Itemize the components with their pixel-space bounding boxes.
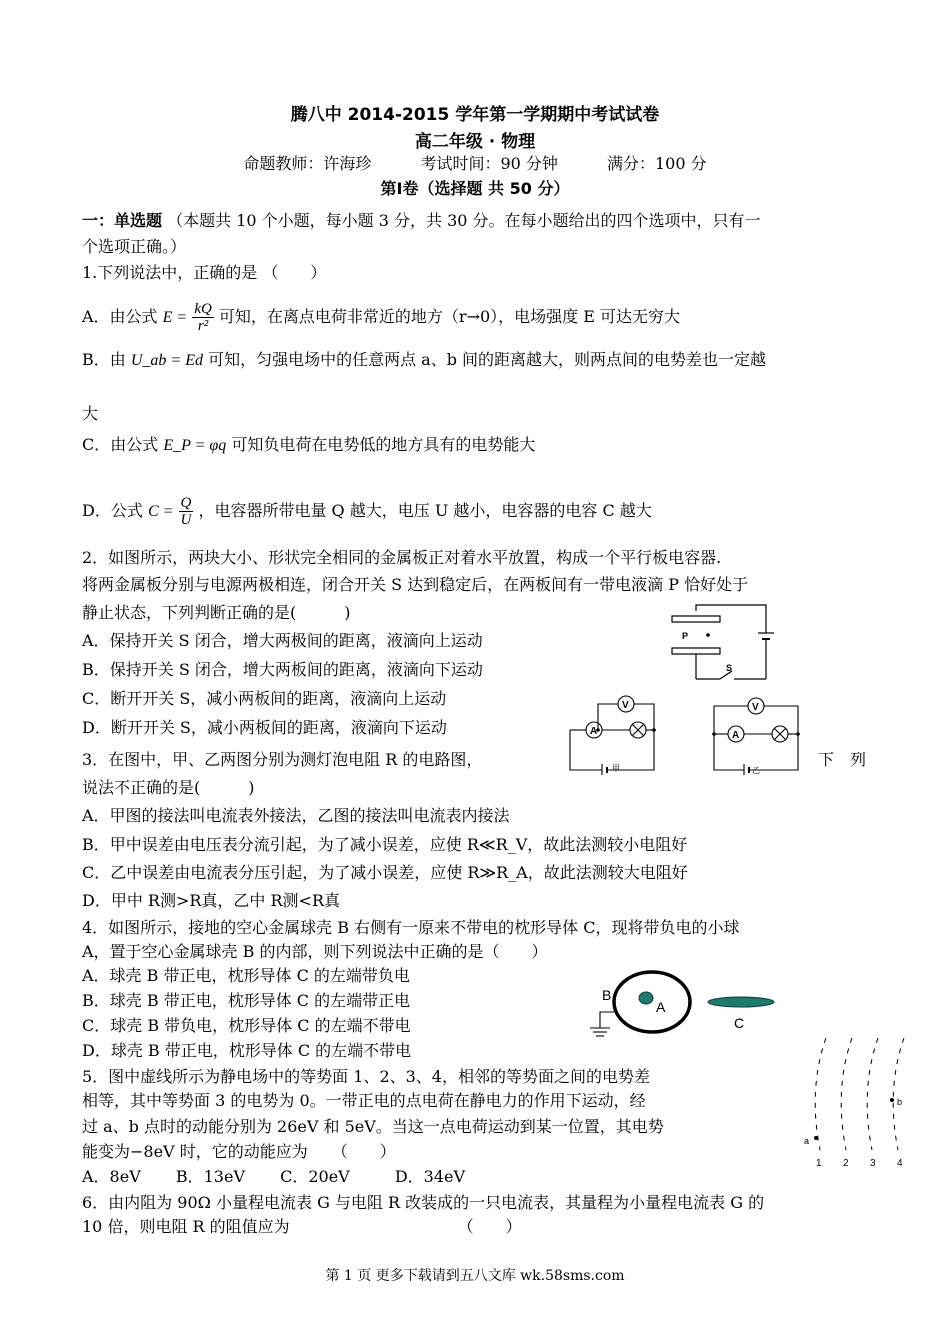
exam-meta [0, 151, 950, 174]
section-1-instructions: （本题共 10 个小题，每小题 3 分，共 30 分。在每小题给出的四个选项中，只有一 [167, 211, 761, 230]
label-s: S [726, 663, 733, 673]
q2-stem-1: 2．如图所示，两块大小、形状完全相同的金属板正对着水平放置，构成一个平行板电容器. [82, 548, 722, 567]
label-v-2: V [752, 702, 759, 713]
q4-option-b: B．球壳 B 带正电，枕形导体 C 的左端带正电 [82, 991, 411, 1010]
q1-option-c: C．由公式 E_P = φq 可知负电荷在电势低的地方具有的电势能大 [82, 435, 536, 454]
label-point-a: a [804, 1136, 810, 1146]
teacher-name: 命题教师：许海珍 [243, 154, 372, 173]
q1-option-b-cont: 大 [82, 404, 99, 423]
q2-stem-3: 静止状态，下列判断正确的是( ) [82, 603, 351, 622]
q2-option-c: C．断开开关 S，减小两板间的距离，液滴向上运动 [82, 689, 447, 708]
label-jia: 甲 [612, 764, 620, 773]
q2-stem-2: 将两金属板分别与电源两极相连，闭合开关 S 达到稳定后，在两板间有一带电液滴 P 恰好处于 [82, 575, 749, 594]
q4-option-a: A．球壳 B 带正电，枕形导体 C 的左端带负电 [82, 966, 410, 985]
spherical-shell-figure [586, 968, 786, 1053]
q2-option-d: D．断开开关 S，减小两板间的距离，液滴向下运动 [82, 718, 447, 737]
full-score: 满分：100 分 [607, 154, 707, 173]
label-yi: 乙 [752, 766, 760, 775]
q5-stem-3: 过 a、b 点时的动能分别为 26eV 和 5eV。当这一点电荷运动到某一位置，其电势 [82, 1117, 664, 1136]
q4-stem-2: A，置于空心金属球壳 B 的内部，则下列说法中正确的是（ ） [82, 942, 548, 961]
q1-option-b: B．由 U_ab = Ed 可知，匀强电场中的任意两点 a、b 间的距离越大，则两点间的电势差也一定越 [82, 350, 767, 369]
q1-d-fraction: $\frac{Q}{U}$ [180, 495, 192, 528]
q5-options [82, 1167, 465, 1187]
page-footer: 第 1 页 更多下载请到五八文库 wk.58sms.com [325, 1268, 625, 1284]
q1-option-a: A．由公式 E = $\frac{kQ}{\text{r²}}$ 可知，在离点电荷非常近的地方（r→0），电场强度 E 可达无穷大 [82, 301, 681, 334]
label-a: A [656, 999, 666, 1015]
label-p: P [682, 631, 689, 641]
q2-option-b: B．保持开关 S 闭合，增大两板间的距离，液滴向下运动 [82, 660, 483, 679]
label-a-2: A [732, 730, 740, 741]
label-point-b: b [897, 1097, 903, 1107]
q3-option-b: B．甲中误差由电压表分流引起，为了减小误差，应使 R≪R_V，故此法测较小电阻好 [82, 835, 688, 854]
section-1-title: 一：单选题 [82, 211, 163, 230]
label-b: B [602, 987, 612, 1003]
q5-stem-2: 相等，其中等势面 3 的电势为 0。一带正电的点电荷在静电力的作用下运动，经 [82, 1091, 646, 1110]
q1-stem: 1.下列说法中，正确的是 （ ） [82, 263, 327, 282]
q5-option-a: A．8eV [82, 1167, 141, 1186]
part-title: 第Ⅰ卷（选择题 共 50 分） [380, 179, 570, 198]
capacitor-circuit-figure [668, 603, 778, 685]
label-a: A [590, 726, 598, 737]
exam-duration: 考试时间：90 分钟 [420, 154, 558, 173]
q4-stem-1: 4．如图所示，接地的空心金属球壳 B 右侧有一原来不带电的枕形导体 C，现将带负电的小球 [82, 918, 740, 937]
q1-c-formula: E_P = φq [163, 437, 227, 454]
q6-stem-1: 6．由内阻为 90Ω 小量程电流表 G 与电阻 R 改装成的一只电流表，其量程为小量程电流表 G 的 [82, 1193, 765, 1212]
q4-option-c: C．球壳 B 带负电，枕形导体 C 的左端不带电 [82, 1016, 411, 1035]
q3-option-c: C．乙中误差由电流表分压引起，为了减小误差，应使 R≫R_A，故此法测较大电阻好 [82, 863, 688, 882]
label-v: V [622, 700, 629, 711]
q5-option-c: C．20eV [280, 1167, 350, 1186]
circuit-yi-figure [710, 690, 805, 775]
q2-option-a: A．保持开关 S 闭合，增大两极间的距离，液滴向上运动 [82, 631, 483, 650]
label-surface-3: 3 [870, 1158, 876, 1169]
q5-option-d: D．34eV [394, 1167, 466, 1186]
grade-subject: 高二年级 · 物理 [414, 132, 536, 152]
q1-a-fraction: $\frac{kQ}{\text{r²}}$ [194, 301, 212, 334]
label-surface-4: 4 [897, 1158, 903, 1169]
q1-option-d: D．公式 C = $\frac{Q}{U}$ ，电容器所带电量 Q 越大，电压 U 越小，电容器的电容 C 越大 [82, 495, 652, 528]
label-c: C [734, 1015, 745, 1031]
q6-stem-2: 10 倍，则电阻 R 的阻值应为 （ ） [82, 1217, 522, 1236]
q3-stem-1: 3．在图中，甲、乙两图分别为测灯泡电阻 R 的电路图， [82, 750, 483, 769]
q3-option-a: A．甲图的接法叫电流表外接法，乙图的接法叫电流表内接法 [82, 806, 510, 825]
q5-stem-1: 5．图中虚线所示为静电场中的等势面 1、2、3、4，相邻的等势面之间的电势差 [82, 1067, 650, 1086]
q5-option-b: B．13eV [175, 1167, 246, 1186]
q5-stem-4: 能变为−8eV 时，它的动能应为 （ ） [82, 1142, 396, 1161]
exam-title: 腾八中 2014-2015 学年第一学期期中考试试卷 [290, 105, 660, 125]
circuit-jia-figure [566, 690, 661, 775]
equipotential-figure [800, 1034, 915, 1174]
label-surface-2: 2 [843, 1158, 849, 1169]
q3-stem-2: 说法不正确的是( ) [82, 778, 255, 797]
label-surface-1: 1 [816, 1158, 822, 1169]
q1-b-formula: U_ab = Ed [130, 352, 203, 369]
q4-option-d: D．球壳 B 带正电，枕形导体 C 的左端不带电 [82, 1041, 412, 1060]
section-1-heading [82, 211, 761, 231]
q3-option-d: D．甲中 R测>R真，乙中 R测<R真 [82, 891, 341, 910]
section-1-instructions-cont: 个选项正确。） [82, 237, 187, 256]
q3-stem-1-tail: 下 列 [818, 750, 867, 769]
